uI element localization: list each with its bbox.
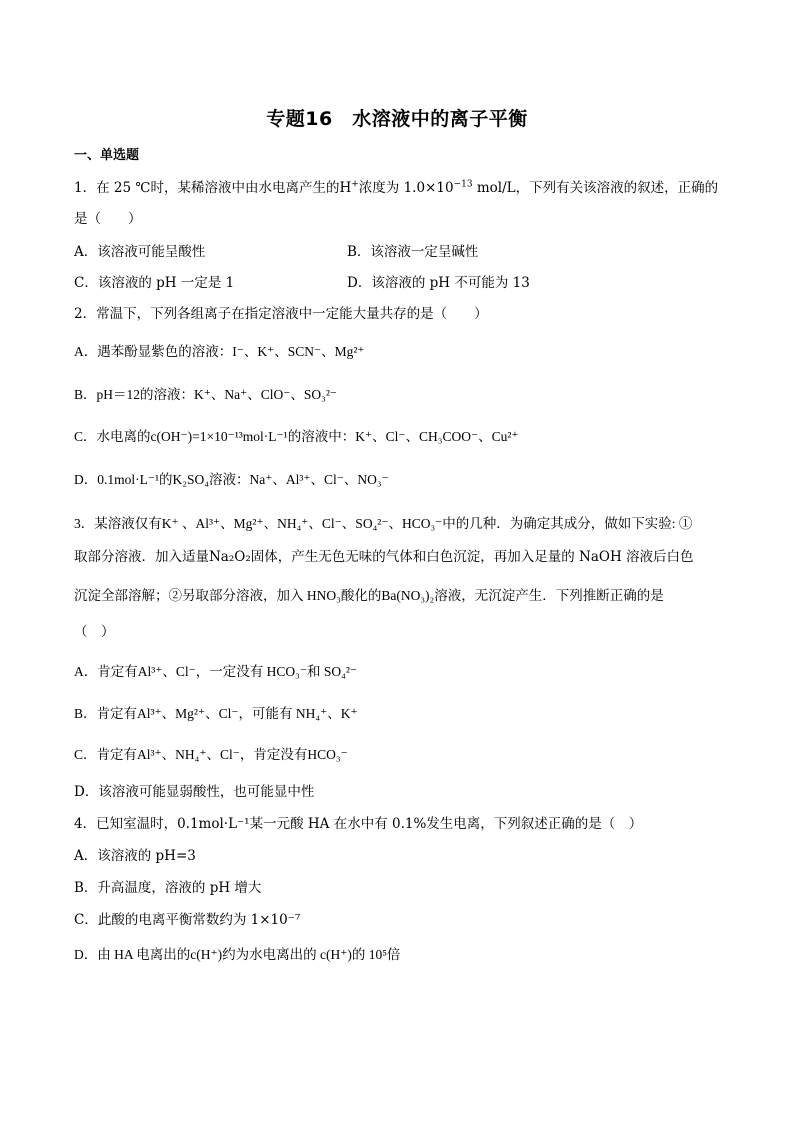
q1-stem-post: mol/L，下列有关该溶液的叙述，正确的 — [472, 180, 719, 196]
q2-option-b: B．pH＝12的溶液：K⁺、Na⁺、ClO⁻、SO₃²⁻ — [74, 387, 338, 402]
q2-option-c: C．水电离的c(OH⁻)=1×10⁻¹³mol·L⁻¹的溶液中：K⁺、Cl⁻、CH₃COO⁻、Cu²⁺ — [74, 429, 519, 444]
q3-option-c: C．肯定有Al³⁺、NH₄⁺、Cl⁻，肯定没有HCO₃⁻ — [74, 747, 348, 762]
q4-option-d: D．由 HA 电离出的c(H⁺)约为水电离出的 c(H⁺)的 10⁵倍 — [74, 947, 401, 962]
q3-option-a: A．肯定有Al³⁺、Cl⁻，一定没有 HCO₃⁻和 SO₄²⁻ — [74, 664, 358, 679]
q3-stem-line4: （ ） — [74, 624, 115, 640]
page-title: 专题16 水溶液中的离子平衡 — [266, 108, 528, 130]
q4-option-c: C．此酸的电离平衡常数约为 1×10⁻⁷ — [74, 912, 301, 928]
q1-option-b: B．该溶液一定呈碱性 — [347, 244, 479, 260]
q1-option-c: C．该溶液的 pH 一定是 1 — [74, 275, 235, 291]
q1-stem-line2: 是（ ） — [74, 211, 142, 227]
q2-option-a: A．遇苯酚显紫色的溶液：I⁻、K⁺、SCN⁻、Mg²⁺ — [74, 344, 365, 359]
q3-option-d: D．该溶液可能显弱酸性，也可能显中性 — [74, 784, 315, 800]
q1-stem-exp: −13 — [453, 179, 473, 190]
q1-stem-mid: 浓度为 1.0×10 — [358, 180, 454, 196]
q3-stem-line1: 3．某溶液仅有K⁺ 、Al³⁺、Mg²⁺、NH₄⁺、Cl⁻、SO₄²⁻、HCO₃⁻中的几种．为确定其成分，做如下实验: ① — [74, 516, 693, 531]
q1-stem-pre: 1．在 25 ℃时，某稀溶液中由水电离产生的H — [74, 180, 352, 196]
q3-option-b: B．肯定有Al³⁺、Mg²⁺、Cl⁻，可能有 NH₄⁺、K⁺ — [74, 706, 358, 721]
q3-stem-line3: 沉淀全部溶解；②另取部分溶液，加入 HNO₃酸化的Ba(NO₃)₂溶液，无沉淀产生．下列推断正确的是 — [74, 588, 664, 603]
q3-stem-line2: 取部分溶液．加入适量Na₂O₂固体，产生无色无味的气体和白色沉淀，再加入足量的 NaOH 溶液后白色 — [74, 549, 694, 565]
q4-option-a: A．该溶液的 pH=3 — [74, 848, 196, 864]
section-heading: 一、单选题 — [74, 148, 140, 163]
q1-option-a: A．该溶液可能呈酸性 — [74, 244, 206, 260]
q1-stem — [74, 179, 718, 197]
q1-stem-sup: + — [351, 179, 359, 190]
q1-option-d: D．该溶液的 pH 不可能为 13 — [347, 275, 530, 291]
q2-option-d: D．0.1mol·L⁻¹的K₂SO₄溶液：Na⁺、Al³⁺、Cl⁻、NO₃⁻ — [74, 472, 389, 487]
q4-option-b: B．升高温度，溶液的 pH 增大 — [74, 880, 262, 896]
q2-stem: 2．常温下，下列各组离子在指定溶液中一定能大量共存的是（ ） — [74, 306, 488, 322]
q4-stem: 4．已知室温时，0.1mol·L⁻¹某一元酸 HA 在水中有 0.1%发生电离，下列叙述正确的是（ ） — [74, 816, 643, 832]
